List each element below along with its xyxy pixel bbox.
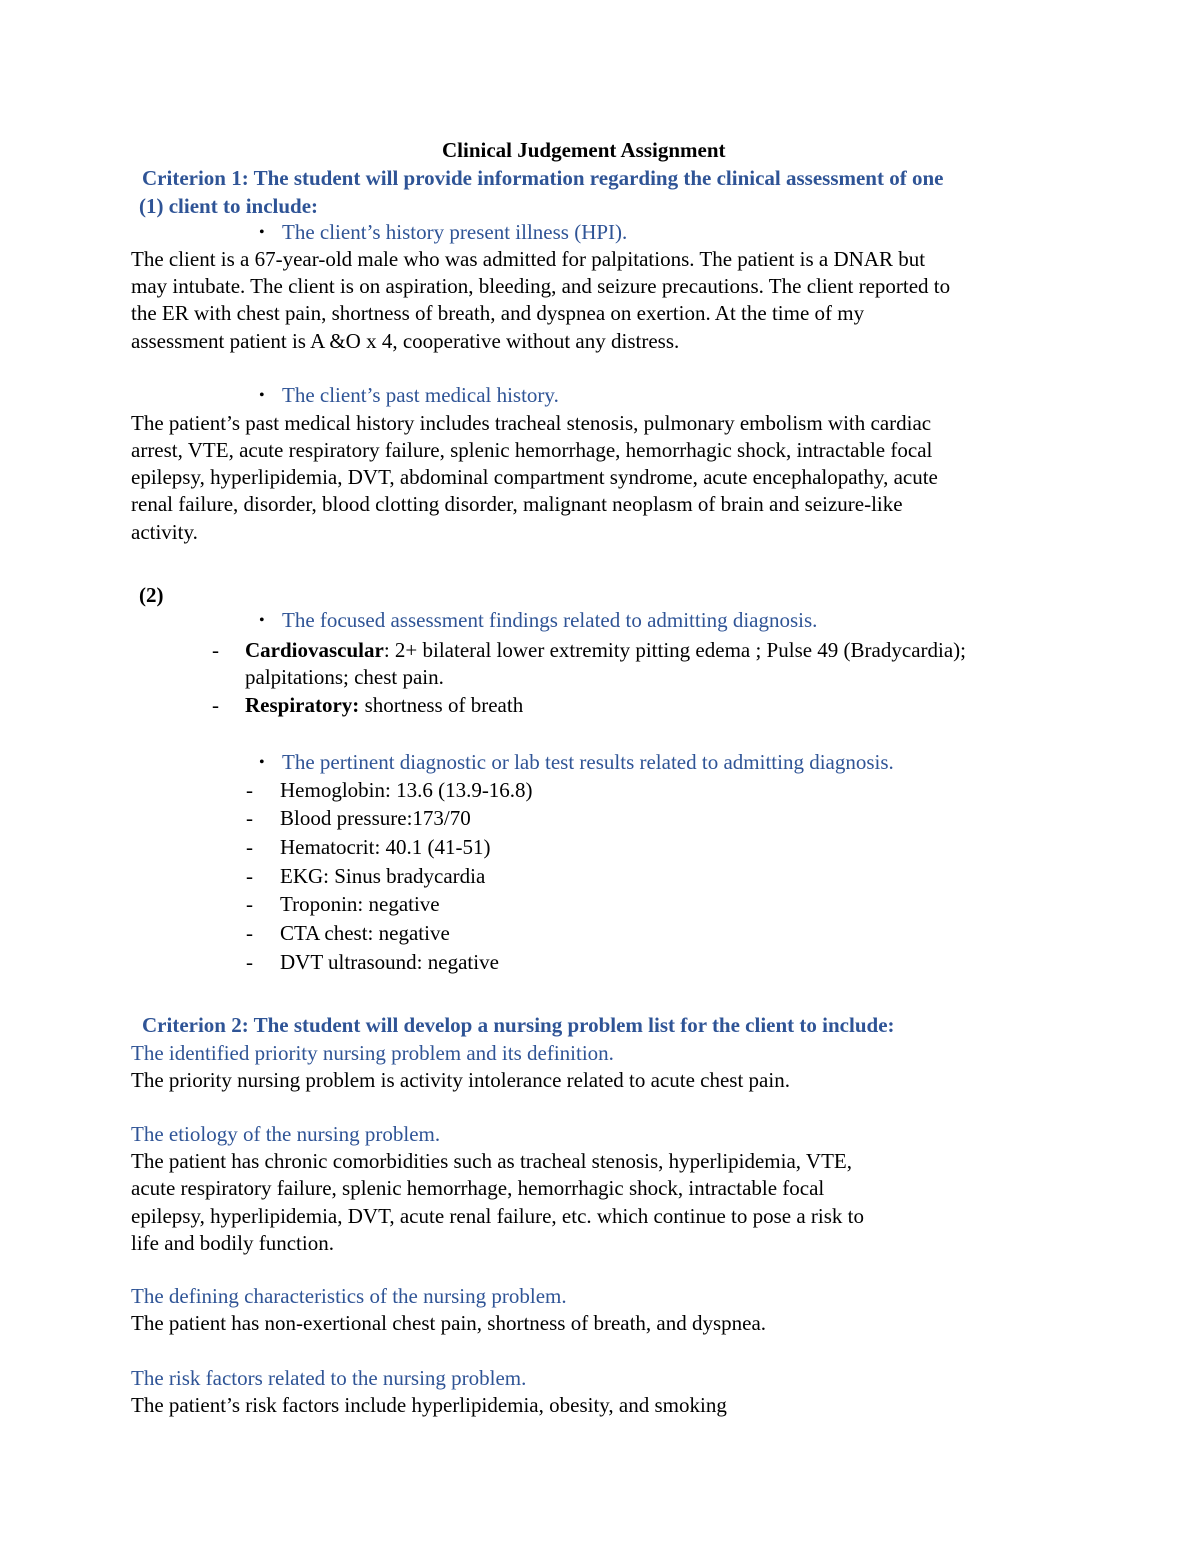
dash-marker: - xyxy=(246,864,253,888)
part-2-label: (2) xyxy=(139,583,164,607)
cardio-finding xyxy=(245,640,966,661)
pmh-line: activity. xyxy=(131,520,198,544)
resp-label: Respiratory: xyxy=(245,693,360,717)
lab-item: Blood pressure:173/70 xyxy=(280,806,471,830)
pmh-line: epilepsy, hyperlipidemia, DVT, abdominal compartment syndrome, acute encephalopathy, acute xyxy=(131,465,938,489)
hpi-line: the ER with chest pain, shortness of breath, and dyspnea on exertion. At the time of my xyxy=(131,301,865,325)
focused-bullet-heading: The focused assessment findings related to admitting diagnosis. xyxy=(282,608,818,632)
risk-heading: The risk factors related to the nursing problem. xyxy=(131,1366,527,1390)
etiology-line: epilepsy, hyperlipidemia, DVT, acute renal failure, etc. which continue to pose a risk to xyxy=(131,1204,865,1228)
dash-marker: - xyxy=(246,835,253,859)
lab-item: Hemoglobin: 13.6 (13.9-16.8) xyxy=(280,778,533,802)
lab-item: DVT ultrasound: negative xyxy=(280,950,499,974)
pmh-line: arrest, VTE, acute respiratory failure, splenic hemorrhage, hemorrhagic shock, intractable focal xyxy=(131,438,933,462)
lab-item: Troponin: negative xyxy=(280,892,440,916)
dash-marker: - xyxy=(246,778,253,802)
cardio-label: Cardiovascular xyxy=(245,638,384,662)
risk-text: The patient’s risk factors include hyperlipidemia, obesity, and smoking xyxy=(131,1393,727,1417)
pmh-bullet-heading: The client’s past medical history. xyxy=(282,383,559,407)
bullet-icon: • xyxy=(259,224,265,241)
defining-heading: The defining characteristics of the nursing problem. xyxy=(131,1284,567,1308)
etiology-heading: The etiology of the nursing problem. xyxy=(131,1122,441,1146)
resp-finding xyxy=(245,695,523,716)
hpi-bullet-heading: The client’s history present illness (HPI). xyxy=(282,220,628,244)
bullet-icon: • xyxy=(259,754,265,771)
dash-marker: - xyxy=(212,638,219,662)
cardio-finding-cont: palpitations; chest pain. xyxy=(245,665,444,689)
labs-bullet-heading: The pertinent diagnostic or lab test results related to admitting diagnosis. xyxy=(282,750,894,774)
lab-item: Hematocrit: 40.1 (41-51) xyxy=(280,835,491,859)
etiology-line: life and bodily function. xyxy=(131,1231,334,1255)
dash-marker: - xyxy=(246,950,253,974)
lab-item: CTA chest: negative xyxy=(280,921,450,945)
defining-text: The patient has non-exertional chest pain, shortness of breath, and dyspnea. xyxy=(131,1311,767,1335)
resp-text: shortness of breath xyxy=(359,693,524,717)
etiology-line: The patient has chronic comorbidities such as tracheal stenosis, hyperlipidemia, VTE, xyxy=(131,1149,852,1173)
dash-marker: - xyxy=(246,921,253,945)
priority-text: The priority nursing problem is activity intolerance related to acute chest pain. xyxy=(131,1068,790,1092)
bullet-icon: • xyxy=(259,387,265,404)
criterion-1-heading-cont: (1) client to include: xyxy=(139,194,319,218)
hpi-line: assessment patient is A &O x 4, cooperative without any distress. xyxy=(131,329,680,353)
hpi-line: may intubate. The client is on aspiration, bleeding, and seizure precautions. The client reported to xyxy=(131,274,951,298)
hpi-line: The client is a 67-year-old male who was admitted for palpitations. The patient is a DNAR but xyxy=(131,247,926,271)
bullet-icon: • xyxy=(259,612,265,629)
criterion-2-heading: Criterion 2: The student will develop a nursing problem list for the client to include: xyxy=(142,1013,895,1037)
lab-item: EKG: Sinus bradycardia xyxy=(280,864,486,888)
priority-heading: The identified priority nursing problem and its definition. xyxy=(131,1041,614,1065)
dash-marker: - xyxy=(246,892,253,916)
page-title: Clinical Judgement Assignment xyxy=(442,138,726,162)
criterion-1-heading: Criterion 1: The student will provide information regarding the clinical assessment of one xyxy=(142,166,944,190)
pmh-line: The patient’s past medical history includes tracheal stenosis, pulmonary embolism with cardiac xyxy=(131,411,932,435)
cardio-text: : 2+ bilateral lower extremity pitting edema ; Pulse 49 (Bradycardia); xyxy=(383,638,966,662)
pmh-line: renal failure, disorder, blood clotting disorder, malignant neoplasm of brain and seizure-like xyxy=(131,492,903,516)
dash-marker: - xyxy=(246,806,253,830)
etiology-line: acute respiratory failure, splenic hemorrhage, hemorrhagic shock, intractable focal xyxy=(131,1176,825,1200)
dash-marker: - xyxy=(212,693,219,717)
